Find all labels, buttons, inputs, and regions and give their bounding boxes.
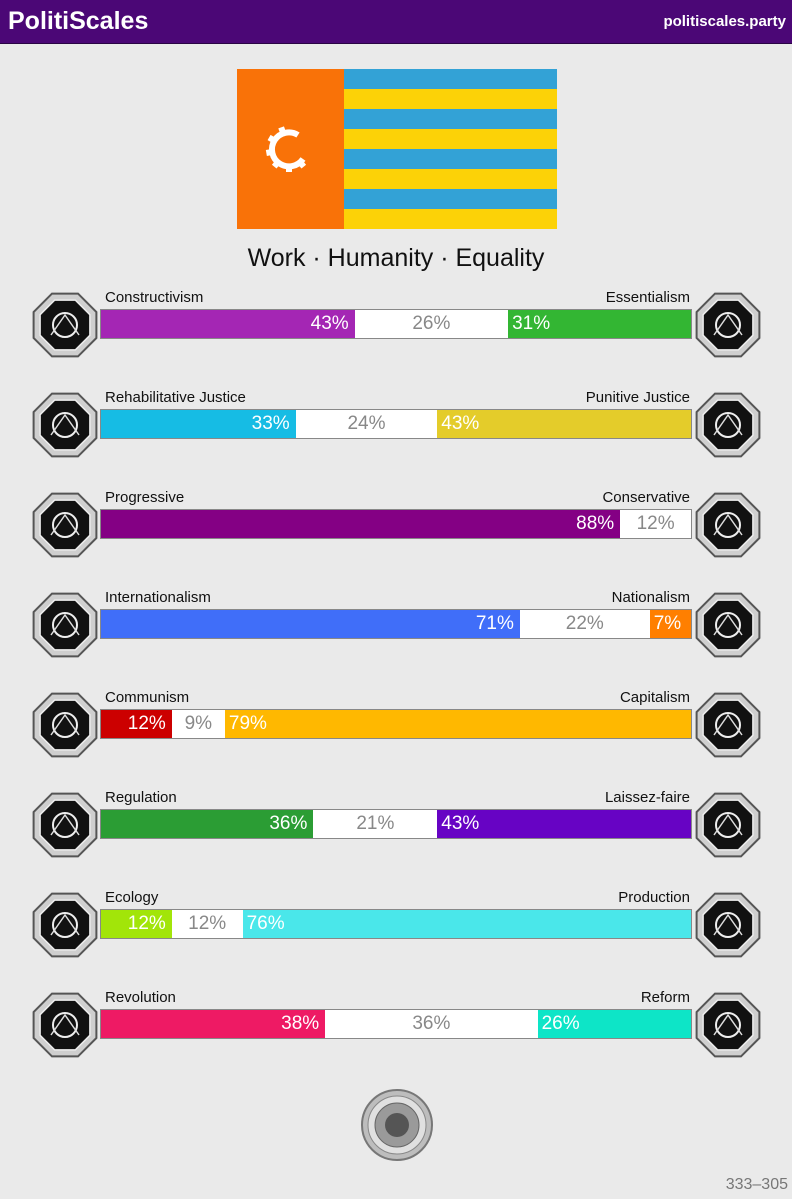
axis-right-segment: 43% [437,810,691,838]
axis-left-segment: 43% [101,310,355,338]
axis-row [0,289,792,369]
eye-globe-icon [29,289,101,361]
axis-left-segment: 71% [101,610,520,638]
axis-bar [100,809,692,839]
site-link[interactable]: politiscales.party [663,13,786,30]
axis-right-segment: 31% [508,310,691,338]
axis-right-label: Conservative [602,489,690,506]
flag-left-panel [237,69,344,229]
axis-left-segment: 38% [101,1010,325,1038]
axis-neutral-segment: 12% [620,510,691,538]
flag-stripe [344,209,557,229]
axis-right-label: Essentialism [605,289,690,306]
axis-bar [100,409,692,439]
axis-neutral-segment: 24% [296,410,438,438]
axis-row [0,889,792,969]
axis-bar [100,709,692,739]
axis-right-label: Production [618,889,690,906]
flag-stripe [344,109,557,130]
result-code: 333–305 [725,1176,788,1193]
axis-bar [100,609,692,639]
axis-neutral-segment: 9% [172,710,225,738]
dna-flower-icon [692,289,764,361]
axis-right-label: Laissez-faire [604,789,690,806]
axis-left-label: Revolution [105,989,176,1006]
money-bag-icon [692,689,764,761]
axis-neutral-segment: 36% [325,1010,537,1038]
axis-left-segment: 12% [101,710,172,738]
axis-right-segment: 43% [437,410,691,438]
sprout-icon [29,889,101,961]
app-header [0,0,792,44]
torch-icon [29,489,101,561]
quill-icon [692,489,764,561]
motto: Work · Humanity · Equality [247,244,545,272]
axis-right-label: Punitive Justice [585,389,690,406]
axis-right-label: Reform [640,989,690,1006]
prison-bars-icon [692,389,764,461]
seal-icon [360,1088,434,1162]
axis-bar [100,1009,692,1039]
factory-gear-icon [692,889,764,961]
axis-left-segment: 36% [101,810,313,838]
axis-row [0,389,792,469]
flag-stripe [344,149,557,170]
axis-neutral-segment: 26% [355,310,508,338]
flag-stripe [344,89,557,110]
axis-neutral-segment: 21% [313,810,437,838]
axis-row [0,989,792,1069]
flag-stripe [344,169,557,190]
axis-row [0,589,792,669]
world-globe-icon [29,589,101,661]
axis-left-label: Communism [105,689,190,706]
axis-neutral-segment: 22% [520,610,650,638]
axis-right-label: Nationalism [611,589,690,606]
axis-right-segment: 76% [243,910,691,938]
axis-left-label: Constructivism [105,289,204,306]
bridge-icon [692,989,764,1061]
axis-bar [100,309,692,339]
axis-left-segment: 12% [101,910,172,938]
axis-right-segment: 26% [538,1010,691,1038]
hammer-sickle-icon [29,689,101,761]
butterfly-icon [692,789,764,861]
axis-left-segment: 88% [101,510,620,538]
axis-left-segment: 33% [101,410,296,438]
flag-stripe [344,129,557,150]
axis-left-label: Ecology [105,889,159,906]
flag-stripe [344,69,557,90]
axis-row [0,689,792,769]
axis-row [0,489,792,569]
flag-stripe [344,189,557,210]
axis-row [0,789,792,869]
result-flag [237,69,557,229]
brand-title[interactable]: PolitiScales [8,7,149,35]
axis-bar [100,909,692,939]
axis-left-label: Rehabilitative Justice [105,389,246,406]
axis-left-label: Progressive [105,489,185,506]
axis-left-label: Regulation [105,789,177,806]
axis-right-label: Capitalism [619,689,690,706]
axis-left-label: Internationalism [105,589,211,606]
flag-icon [692,589,764,661]
handshake-icon [29,389,101,461]
axis-right-segment: 79% [225,710,691,738]
fire-icon [29,989,101,1061]
axis-right-segment: 7% [650,610,691,638]
axis-bar [100,509,692,539]
ruler-compass-icon [29,789,101,861]
axis-neutral-segment: 12% [172,910,243,938]
